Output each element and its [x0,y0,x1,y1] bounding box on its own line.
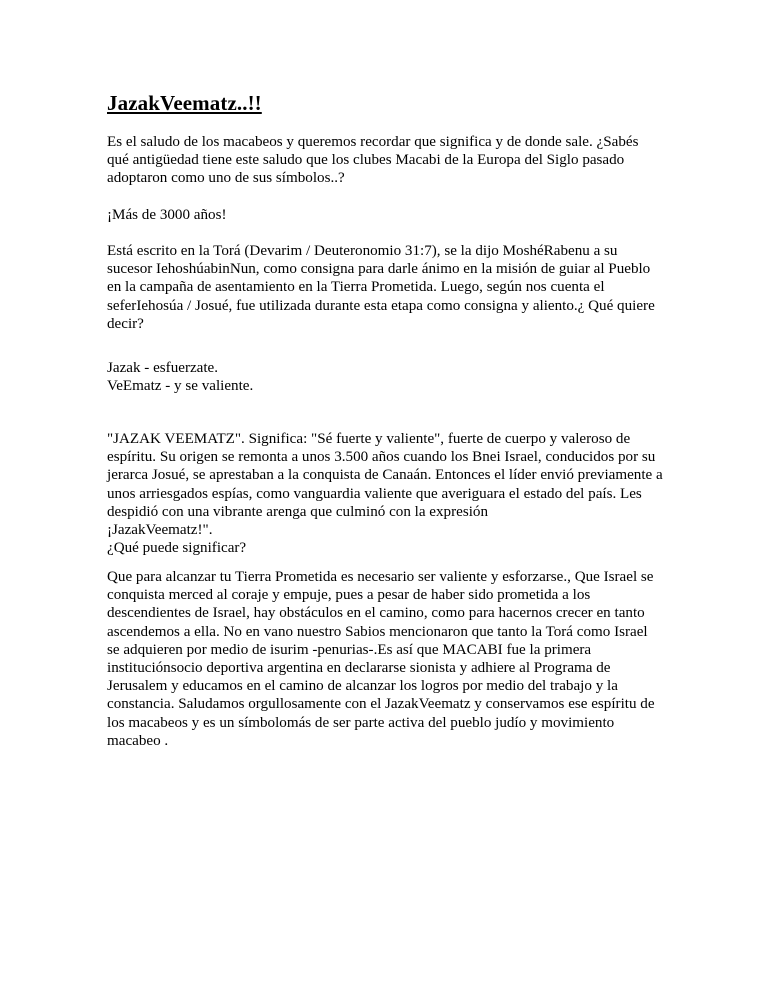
paragraph-significance: Que para alcanzar tu Tierra Prometida es necesario ser valiente y esforzarse., Que Israel se conquista merced al coraje y empuje, pues a pesar de haber sido prometida a los descendientes de Israel, hay obstáculos en el camino, como para hacernos crecer en tanto ascendemos a ella. No en vano nuestro Sabios mencionaron que tanto la Torá como Israel se adquieren por medio de isurim -penurias-.Es así que MACABI fue la primera instituciónsocio deportiva argentina en declararse sionista y adhiere al Programa de Jerusalem y educamos en el camino de alcanzar los logros por medio del trabajo y la constancia. Saludamos orgullosamente con el JazakVeematz y conservamos ese espíritu de los macabeos y es un símbolomás de ser parte activa del pueblo judío y movimiento macabeo . [107,569,655,749]
paragraph-tora-origin: Está escrito en la Torá (Devarim / Deuteronomio 31:7), se la dijo MoshéRabenu a su sucesor IehoshúabinNun, como consigna para darle ánimo en la misión de guiar al Pueblo en la campaña de asentamiento en la Tierra Prometida. Luego, según nos cuenta el seferIehosúa / Josué, fue utilizada durante esta etapa como consigna y aliento.¿ Qué quiere decir? [107,243,655,332]
paragraph-word-meaning: Jazak - esfuerzate. VeEmatz - y se valiente. [107,360,254,395]
paragraph-intro: Es el saludo de los macabeos y queremos recordar que significa y de donde sale. ¿Sabés qué antigüedad tiene este saludo que los clubes Macabi de la Europa del Siglo pasado adoptaron como uno de sus símbolos..? [107,134,639,187]
paragraph-historical-origin: "JAZAK VEEMATZ". Significa: "Sé fuerte y valiente", fuerte de cuerpo y valeroso de espíritu. Su origen se remonta a unos 3.500 años cuando los Bnei Israel, conducidos por su jerarca Josué, se aprestaban a la conquista de Canaán. Entonces el líder envió previamente a unos arriesgados espías, como vanguardia valiente que averiguara el estado del país. Les despidió con una vibrante arenga que culminó con la expresión ¡JazakVeematz!". ¿Qué puede significar? [107,431,663,557]
paragraph-age: ¡Más de 3000 años! [107,207,227,223]
document-title: JazakVeematz..!! [107,91,262,115]
